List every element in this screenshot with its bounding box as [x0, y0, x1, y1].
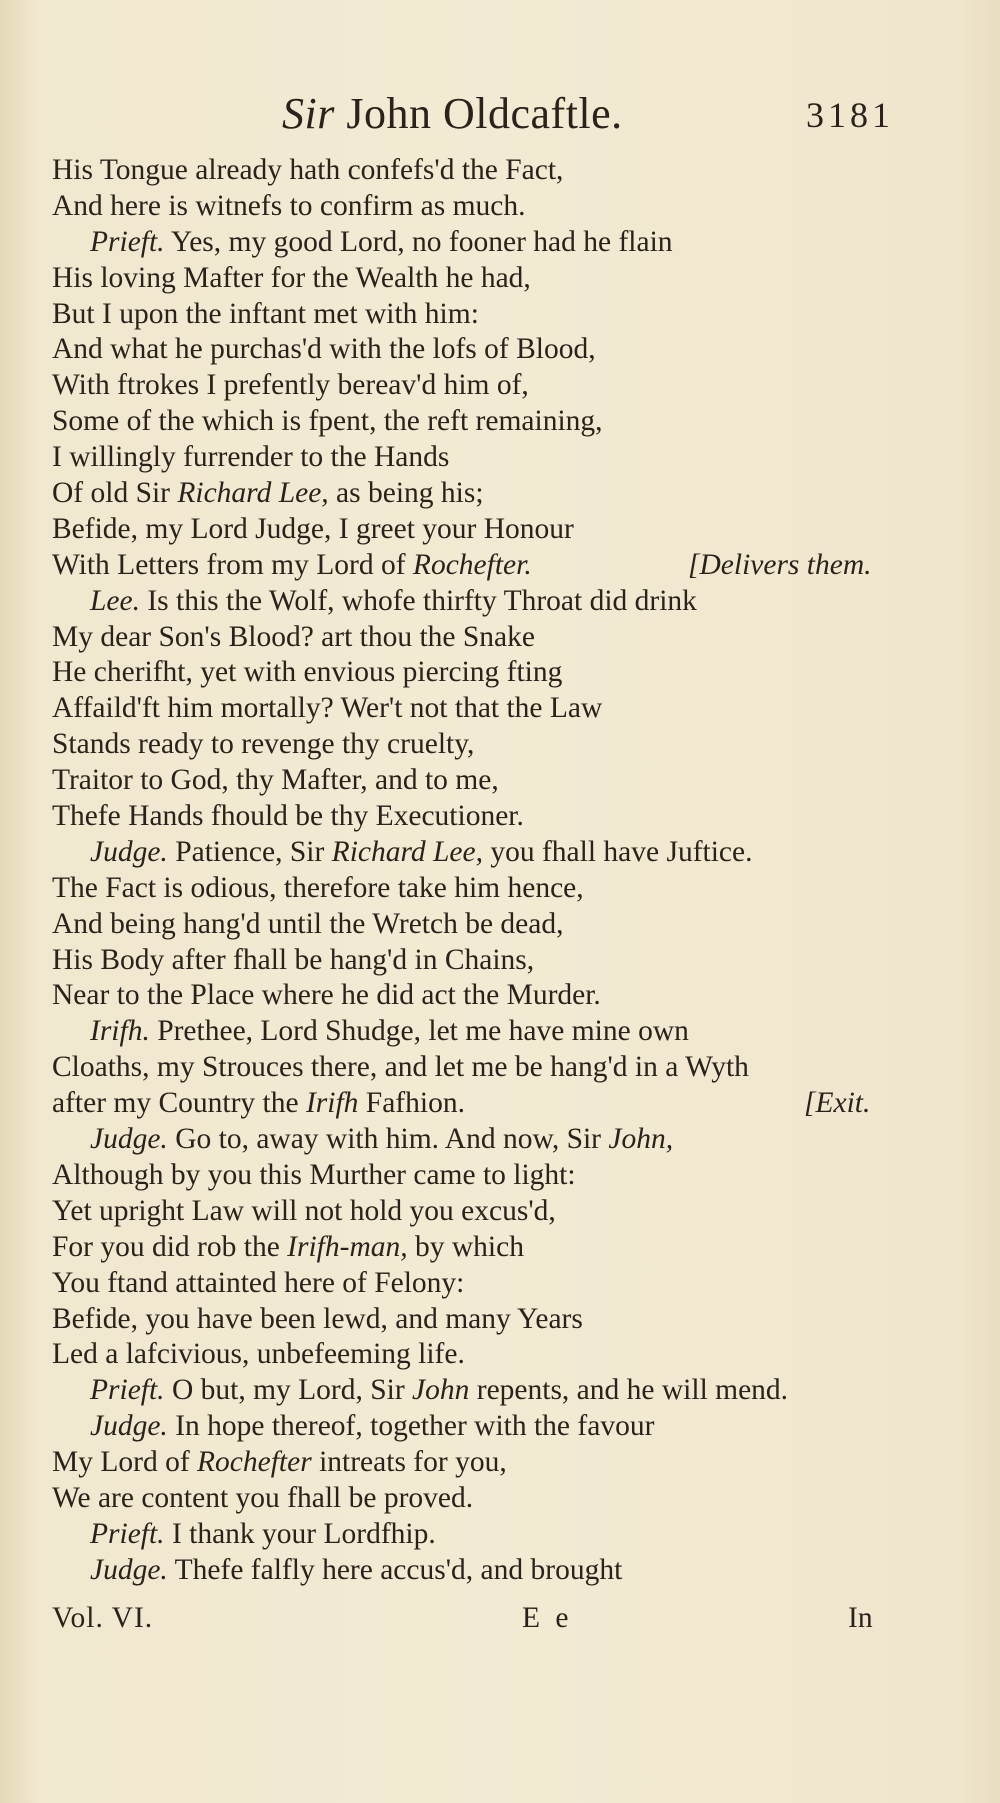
speaker-name: Prieft.: [90, 1517, 165, 1550]
line-text-before: O but, my Lord, Sir: [164, 1374, 413, 1407]
verse-line: [52, 403, 952, 439]
running-title-italic: Sir: [282, 89, 335, 138]
line-text: Befide, you have been lewd, and many Years: [52, 1302, 583, 1335]
line-text: His Tongue already hath confefs'd the Fact,: [52, 154, 564, 186]
speaker-name: Prieft.: [90, 225, 165, 258]
line-text-after: as being his;: [328, 477, 484, 510]
line-text-italic: Rochefter.: [412, 548, 532, 581]
line-text: I thank your Lordfhip.: [164, 1517, 436, 1550]
line-text-italic: John: [412, 1374, 470, 1407]
line-text: In hope thereof, together with the favour: [167, 1410, 655, 1443]
verse-line: [52, 1085, 952, 1121]
line-text: Stands ready to revenge thy cruelty,: [52, 728, 475, 761]
verse-line: [52, 1157, 952, 1193]
line-text-after: intreats for you,: [311, 1446, 507, 1479]
catchword: In: [848, 1602, 873, 1634]
line-text: He cherifht, yet with envious piercing fting: [52, 656, 563, 689]
speech-line: [52, 1013, 952, 1049]
verse-line: [52, 152, 952, 188]
running-title: [282, 88, 623, 139]
speech-line: [52, 1372, 952, 1408]
stage-direction: [Delivers them.: [688, 548, 872, 581]
line-text-italic: Irifh: [305, 1087, 359, 1120]
speaker-name: Lee.: [90, 584, 140, 617]
page-footer: [52, 1600, 952, 1640]
line-text-italic: Irifh-man,: [287, 1230, 408, 1263]
verse-line: [52, 906, 952, 942]
page-number: 3181: [806, 95, 894, 135]
verse-line: [52, 1336, 952, 1372]
verse-line: [52, 870, 952, 906]
line-text: Yet upright Law will not hold you excus'd,: [52, 1194, 556, 1227]
speaker-name: Irifh.: [90, 1015, 150, 1048]
speaker-name: Judge.: [90, 835, 168, 868]
speaker-name: Prieft.: [90, 1374, 165, 1407]
speech-line: [52, 583, 952, 619]
line-text: Yes, my good Lord, no fooner had he flain: [164, 225, 673, 258]
verse-line: [52, 762, 952, 798]
volume-mark: Vol. VI.: [52, 1602, 154, 1634]
line-text: I willingly furrender to the Hands: [52, 441, 450, 474]
verse-line: [52, 654, 952, 690]
verse-line: [52, 367, 952, 403]
verse-line: [52, 1301, 952, 1337]
line-text: Cloaths, my Strouces there, and let me be hang'd in a Wyth: [52, 1051, 749, 1084]
verse-line: [52, 260, 952, 296]
speech-line: [52, 1121, 952, 1157]
line-text: Thefe falfly here accus'd, and brought: [167, 1553, 623, 1586]
verse-line: [52, 547, 952, 583]
line-text: Thefe Hands fhould be thy Executioner.: [52, 800, 524, 833]
line-text: Befide, my Lord Judge, I greet your Honour: [52, 512, 574, 545]
speaker-name: Judge.: [90, 1123, 168, 1156]
line-text: Led a lafcivious, unbefeeming life.: [52, 1338, 465, 1371]
line-text: And what he purchas'd with the lofs of Blood,: [52, 333, 596, 366]
speech-line: [52, 224, 952, 260]
line-text-after: Fafhion.: [358, 1087, 465, 1120]
line-text-before: Of old Sir: [52, 477, 178, 510]
verse-line: [52, 1480, 952, 1516]
verse-line: [52, 726, 952, 762]
page-header: [0, 88, 1000, 148]
line-text: With ftrokes I prefently bereav'd him of,: [52, 369, 529, 402]
verse-line: [52, 1444, 952, 1480]
verse-line: [52, 296, 952, 332]
line-text: You ftand attainted here of Felony:: [52, 1266, 465, 1299]
speaker-name: Judge.: [90, 1553, 168, 1586]
verse-line: [52, 619, 952, 655]
line-text-before: Go to, away with him. And now, Sir: [167, 1123, 609, 1156]
line-text-italic: John,: [608, 1123, 674, 1156]
line-text: My dear Son's Blood? art thou the Snake: [52, 620, 535, 653]
play-text: [52, 152, 952, 1588]
verse-line: [52, 331, 952, 367]
line-text: Traitor to God, thy Mafter, and to me,: [52, 764, 499, 797]
line-text-italic: Rochefter: [197, 1446, 312, 1479]
verse-line: [52, 439, 952, 475]
speaker-name: Judge.: [90, 1410, 168, 1443]
speech-line: [52, 1552, 952, 1588]
line-text: Affaild'ft him mortally? Wer't not that the Law: [52, 692, 603, 725]
line-text: And being hang'd until the Wretch be dead,: [52, 907, 564, 940]
signature-mark: E e: [522, 1602, 573, 1634]
verse-line: [52, 690, 952, 726]
line-text-italic: Richard Lee,: [177, 477, 329, 510]
verse-line: [52, 1193, 952, 1229]
line-text-after: you fhall have Juftice.: [482, 835, 753, 868]
line-text: Is this the Wolf, whofe thirfty Throat did drink: [139, 584, 697, 617]
verse-line: [52, 798, 952, 834]
line-text-before: For you did rob the: [52, 1230, 288, 1263]
line-text-before: Patience, Sir: [167, 835, 332, 868]
line-text: And here is witnefs to confirm as much.: [52, 189, 526, 222]
verse-line: [52, 942, 952, 978]
line-text: Near to the Place where he did act the Murder.: [52, 979, 601, 1012]
line-text-before: after my Country the: [52, 1087, 306, 1120]
verse-line: [52, 1229, 952, 1265]
line-text: But I upon the inftant met with him:: [52, 297, 479, 330]
line-text: We are content you fhall be proved.: [52, 1481, 474, 1514]
verse-line: [52, 475, 952, 511]
verse-line: [52, 188, 952, 224]
line-text-italic: Richard Lee,: [331, 835, 483, 868]
speech-line: [52, 1516, 952, 1552]
speech-line: [52, 834, 952, 870]
line-text: The Fact is odious, therefore take him hence,: [52, 871, 584, 904]
line-text: Some of the which is fpent, the reft remaining,: [52, 405, 603, 438]
line-text: His loving Mafter for the Wealth he had,: [52, 261, 531, 294]
running-title-rest: John Oldcaftle.: [334, 89, 623, 138]
line-text-before: My Lord of: [52, 1446, 198, 1479]
line-text-after: by which: [407, 1230, 524, 1263]
verse-line: [52, 1265, 952, 1301]
verse-line: [52, 977, 952, 1013]
verse-line: [52, 511, 952, 547]
line-text: His Body after fhall be hang'd in Chains,: [52, 943, 535, 976]
speech-line: [52, 1408, 952, 1444]
line-text-after: repents, and he will mend.: [469, 1374, 789, 1407]
line-text-before: With Letters from my Lord of: [52, 548, 413, 581]
line-text: Prethee, Lord Shudge, let me have mine own: [149, 1015, 689, 1048]
line-text: Although by you this Murther came to light:: [52, 1158, 576, 1191]
stage-direction: [Exit.: [804, 1087, 871, 1120]
verse-line: [52, 1049, 952, 1085]
